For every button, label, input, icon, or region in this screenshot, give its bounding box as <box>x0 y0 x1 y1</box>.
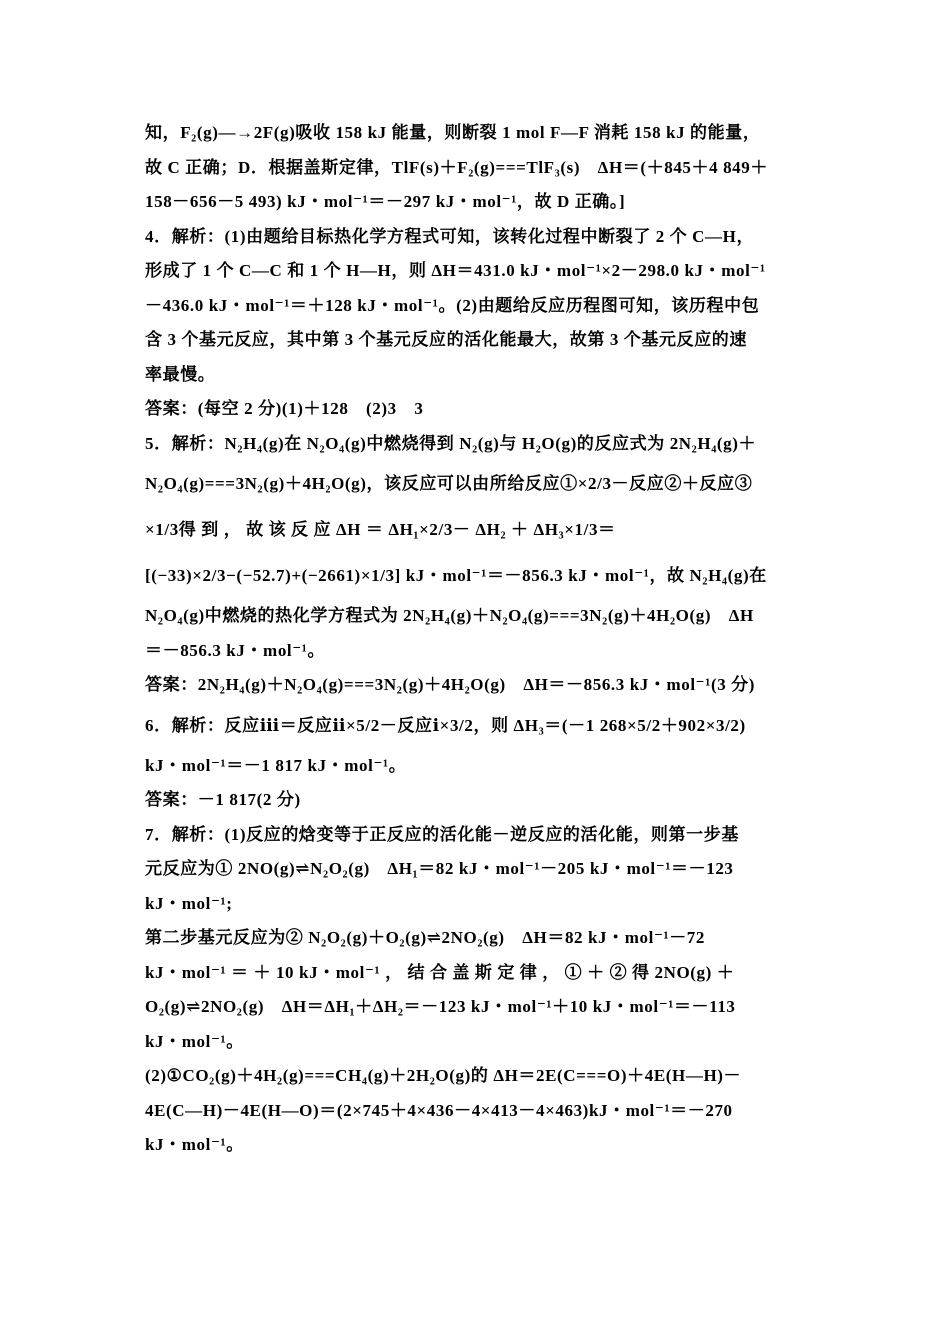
answer-5: 答案：2N₂H₄(g)＋N₂O₄(g)===3N₂(g)＋4H₂O(g) ΔH＝－856.3 kJ・mol⁻¹(3 分) <box>145 675 756 694</box>
text-line: kJ・mol⁻¹。 <box>145 1135 244 1154</box>
text-line: 率最慢。 <box>145 364 216 384</box>
text-line: kJ・mol⁻¹; <box>145 893 233 913</box>
text-line: －436.0 kJ・mol⁻¹＝＋128 kJ・mol⁻¹。(2)由题给反应历程图可知，该历程中包 <box>145 295 760 315</box>
text-line: ＝－856.3 kJ・mol⁻¹。 <box>145 640 326 660</box>
text-line: 元反应为① 2NO(g)⇌N₂O₂(g) ΔH₁＝82 kJ・mol⁻¹－205 kJ・mol⁻¹＝－123 <box>145 859 734 878</box>
text-line: 第二步基元反应为② N₂O₂(g)＋O₂(g)⇌2NO₂(g) ΔH＝82 kJ・mol⁻¹－72 <box>145 928 706 947</box>
answer-6: 答案：－1 817(2 分) <box>145 790 301 809</box>
text-line: N₂O₄(g)===3N₂(g)＋4H₂O(g)，该反应可以由所给反应①×2/3－反应②＋反应③ <box>145 474 753 493</box>
text-line: 形成了 1 个 C—C 和 1 个 H—H，则 ΔH＝431.0 kJ・mol⁻¹×2－298.0 kJ・mol⁻¹ <box>145 261 766 280</box>
text-line: 158－656－5 493) kJ・mol⁻¹＝－297 kJ・mol⁻¹，故 D 正确。] <box>145 192 626 211</box>
text-line: kJ・mol⁻¹ ＝ ＋ 10 kJ・mol⁻¹ ， 结 合 盖 斯 定 律 ， ① ＋ ② 得 2NO(g) ＋ <box>145 962 735 982</box>
text-line: (2)①CO₂(g)＋4H₂(g)===CH₄(g)＋2H₂O(g)的 ΔH＝2E(C===O)＋4E(H—H)－ <box>145 1066 742 1085</box>
math-expression-line: [(−33)×2/3−(−52.7)+(−2661)×1/3] kJ・mol⁻¹＝－856.3 kJ・mol⁻¹，故 N₂H₄(g)在 <box>145 566 767 585</box>
text-line: ×1/3得 到 ， 故 该 反 应 ΔH ＝ ΔH₁×2/3－ ΔH₂ ＋ ΔH₃×1/3＝ <box>145 520 616 539</box>
question-6-heading: 6．解析：反应ⅲ＝反应ⅱ×5/2－反应ⅰ×3/2，则 ΔH₃＝(－1 268×5/2＋902×3/2) <box>145 715 746 735</box>
text-line: kJ・mol⁻¹＝－1 817 kJ・mol⁻¹。 <box>145 755 407 775</box>
document-page <box>145 116 810 1163</box>
text-line: 故 C 正确；D．根据盖斯定律，TlF(s)＋F₂(g)===TlF₃(s) ΔH＝(＋845＋4 849＋ <box>145 157 768 177</box>
question-4-heading: 4．解析：(1)由题给目标热化学方程式可知，该转化过程中断裂了 2 个 C—H， <box>145 226 755 246</box>
text-line: O₂(g)⇌2NO₂(g) ΔH＝ΔH₁＋ΔH₂＝－123 kJ・mol⁻¹＋10 kJ・mol⁻¹＝－113 <box>145 997 736 1016</box>
text-line: 知，F₂(g)—→2F(g)吸收 158 kJ 能量，则断裂 1 mol F—F 消耗 158 kJ 的能量， <box>145 123 761 142</box>
text-line: kJ・mol⁻¹。 <box>145 1031 244 1051</box>
answer-4: 答案：(每空 2 分)(1)＋128 (2)3 3 <box>145 399 424 418</box>
question-5-heading: 5．解析：N₂H₄(g)在 N₂O₄(g)中燃烧得到 N₂(g)与 H₂O(g)的反应式为 2N₂H₄(g)＋ <box>145 433 757 453</box>
text-line: N₂O₄(g)中燃烧的热化学方程式为 2N₂H₄(g)＋N₂O₄(g)===3N₂(g)＋4H₂O(g) ΔH <box>145 606 754 625</box>
question-7-heading: 7．解析：(1)反应的焓变等于正反应的活化能－逆反应的活化能，则第一步基 <box>145 824 739 844</box>
text-line: 含 3 个基元反应，其中第 3 个基元反应的活化能最大，故第 3 个基元反应的速 <box>145 330 747 349</box>
text-line: 4E(C—H)－4E(H—O)＝(2×745＋4×436－4×413－4×463)kJ・mol⁻¹＝－270 <box>145 1100 733 1120</box>
